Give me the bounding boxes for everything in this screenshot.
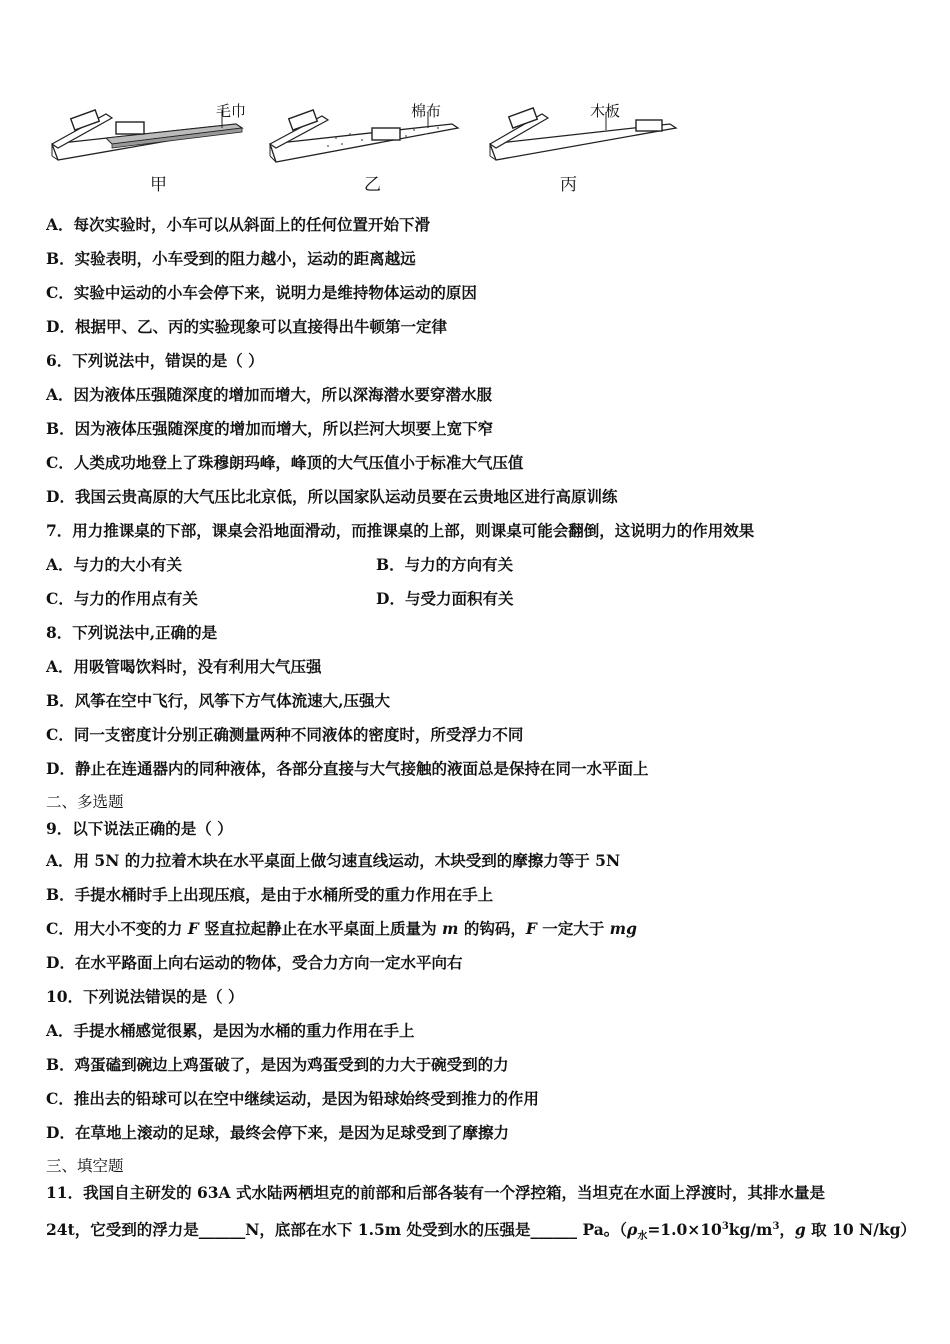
q10-option-d: D．在草地上滚动的足球，最终会停下来，是因为足球受到了摩擦力 (46, 1123, 509, 1142)
q11-line1: 11．我国自主研发的 63A 式水陆两栖坦克的前部和后部各装有一个浮控箱，当坦克在水面上浮渡时，其排水量是 (46, 1183, 825, 1202)
q7-stem: 7．用力推课桌的下部，课桌会沿地面滑动，而推课桌的上部，则课桌可能会翻倒，这说明力的作用效果 (46, 521, 755, 540)
q9-option-a: A．用 5N 的力拉着木块在水平桌面上做匀速直线运动，木块受到的摩擦力等于 5N (46, 851, 621, 870)
q9-option-b: B．手提水桶时手上出现压痕，是由于水桶所受的重力作用在手上 (46, 885, 494, 904)
q5-option-b: B．实验表明，小车受到的阻力越小，运动的距离越远 (46, 249, 416, 268)
cotton-label: 棉布 (411, 102, 442, 120)
q9-stem: 9．以下说法正确的是（ ） (46, 819, 233, 838)
q8-option-c: C．同一支密度计分别正确测量两种不同液体的密度时，所受浮力不同 (46, 725, 524, 744)
section-fill-in: 三、填空题 (46, 1157, 124, 1175)
q5-option-d: D．根据甲、乙、丙的实验现象可以直接得出牛顿第一定律 (46, 317, 447, 336)
caption-jia: 甲 (150, 175, 167, 195)
q9-option-d: D．在水平路面上向右运动的物体，受合力方向一定水平向右 (46, 953, 463, 972)
caption-bing: 丙 (560, 175, 577, 195)
q8-option-b: B．风筝在空中飞行，风筝下方气体流速大,压强大 (46, 691, 390, 710)
section-multiple-choice: 二、多选题 (46, 793, 124, 811)
q9-option-c: C．用大小不变的力 F 竖直拉起静止在水平桌面上质量为 m 的钩码，F 一定大于 mg (46, 919, 637, 938)
q7-options-row1 (46, 548, 916, 582)
q11-line2: 24t，它受到的浮力是______N，底部在水下 1.5m 处受到水的压强是______ Pa。（$\rho_水=1.0\times 10^3kg/m^3$，g 取 10 N/kg） (46, 1220, 916, 1243)
q8-stem: 8．下列说法中,正确的是 (46, 623, 218, 642)
board-label: 木板 (590, 102, 621, 120)
board-surface-diagram (486, 100, 686, 170)
q5-option-a: A．每次实验时，小车可以从斜面上的任何位置开始下滑 (46, 215, 431, 234)
q10-option-b: B．鸡蛋磕到碗边上鸡蛋破了，是因为鸡蛋受到的力大于碗受到的力 (46, 1055, 509, 1074)
q6-stem: 6．下列说法中，错误的是（ ） (46, 351, 264, 370)
q6-option-d: D．我国云贵高原的大气压比北京低，所以国家队运动员要在云贵地区进行高原训练 (46, 487, 618, 506)
q7-option-d: D．与受力面积有关 (376, 589, 514, 608)
question-content (46, 208, 916, 1252)
q8-option-a: A．用吸管喝饮料时，没有利用大气压强 (46, 657, 322, 676)
caption-yi: 乙 (364, 175, 381, 195)
experiment-figures (46, 100, 686, 195)
q7-option-c: C．与力的作用点有关 (46, 589, 198, 608)
figure-board (486, 100, 686, 195)
figure-cotton (266, 100, 466, 195)
q7-options-row2 (46, 582, 916, 616)
towel-label: 毛巾 (216, 102, 247, 120)
q6-option-a: A．因为液体压强随深度的增加而增大，所以深海潜水要穿潜水服 (46, 385, 493, 404)
q8-option-d: D．静止在连通器内的同种液体，各部分直接与大气接触的液面总是保持在同一水平面上 (46, 759, 649, 778)
q5-option-c: C．实验中运动的小车会停下来，说明力是维持物体运动的原因 (46, 283, 477, 302)
q10-option-a: A．手提水桶感觉很累，是因为水桶的重力作用在手上 (46, 1021, 415, 1040)
q6-option-b: B．因为液体压强随深度的增加而增大，所以拦河大坝要上宽下窄 (46, 419, 494, 438)
q10-option-c: C．推出去的铅球可以在空中继续运动，是因为铅球始终受到推力的作用 (46, 1089, 539, 1108)
q7-option-b: B．与力的方向有关 (376, 555, 514, 574)
q6-option-c: C．人类成功地登上了珠穆朗玛峰，峰顶的大气压值小于标准大气压值 (46, 453, 524, 472)
q7-option-a: A．与力的大小有关 (46, 555, 183, 574)
q10-stem: 10．下列说法错误的是（ ） (46, 987, 244, 1006)
figure-towel (46, 100, 247, 195)
